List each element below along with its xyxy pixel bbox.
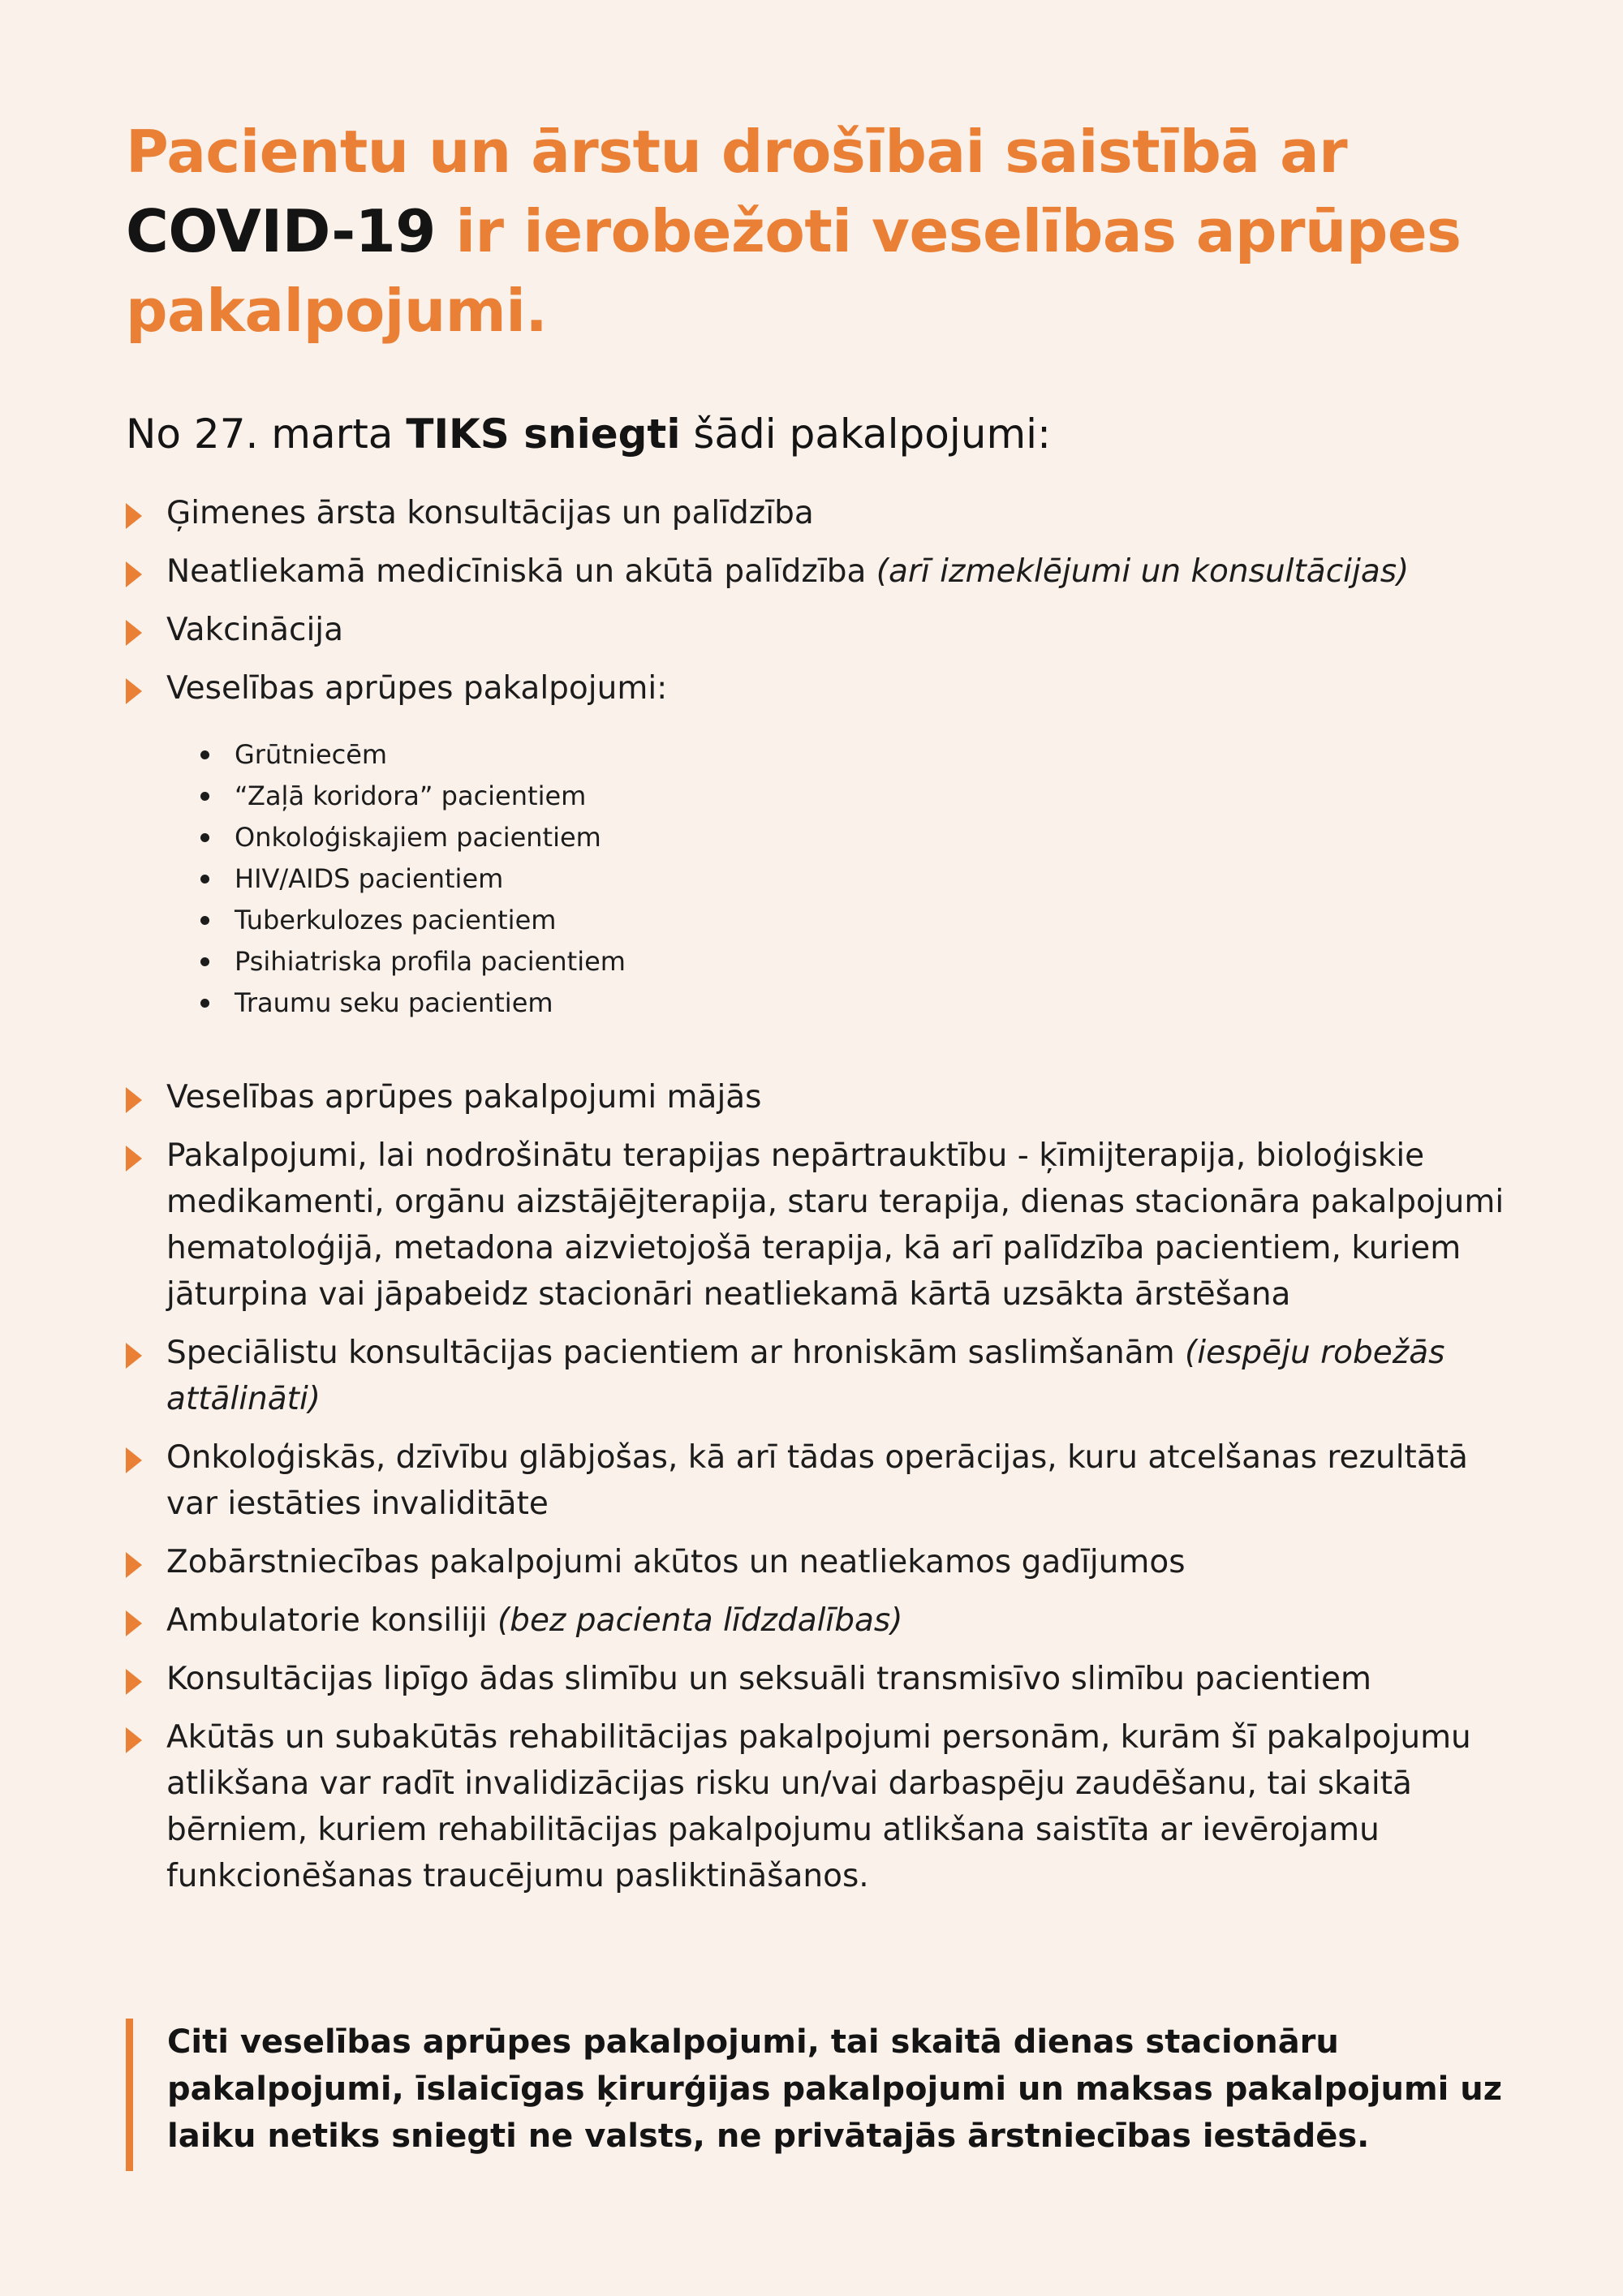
- triangle-right-icon: [126, 503, 142, 529]
- service-text: Onkoloģiskās, dzīvību glābjošas, kā arī tādas operācijas, kuru atcelšanas rezultātā var iestāties invaliditāte: [166, 1439, 1468, 1522]
- triangle-right-icon: [126, 1087, 142, 1113]
- title-part-1: Pacientu un ārstu drošībai saistībā ar: [126, 118, 1348, 186]
- service-text: Speciālistu konsultācijas pacientiem ar hroniskām saslimšanām: [166, 1335, 1186, 1371]
- sub-list-item: Traumu seku pacientiem: [200, 982, 1522, 1024]
- list-item: [126, 1133, 1522, 1318]
- service-text: Vakcinācija: [166, 612, 344, 648]
- patient-groups-list: [166, 734, 1522, 1024]
- sub-list-item: Grūtniecēm: [200, 734, 1522, 776]
- services-list: [126, 490, 1522, 1899]
- service-text: Neatliekamā medicīniskā un akūtā palīdzība: [166, 553, 876, 590]
- sub-list-item: Psihiatriska profila pacientiem: [200, 941, 1522, 982]
- list-item: [126, 548, 1522, 595]
- service-text: Konsultācijas lipīgo ādas slimību un seksuāli transmisīvo slimību pacientiem: [166, 1661, 1371, 1697]
- service-text: Veselības aprūpes pakalpojumi:: [166, 670, 668, 707]
- triangle-right-icon: [126, 620, 142, 646]
- sub-list-item: Tuberkulozes pacientiem: [200, 900, 1522, 941]
- service-note: (bez pacienta līdzdalības): [497, 1602, 903, 1639]
- list-item: [126, 1074, 1522, 1120]
- list-item: [126, 1330, 1522, 1422]
- triangle-right-icon: [126, 1146, 142, 1172]
- triangle-right-icon: [126, 1447, 142, 1473]
- service-text: Zobārstniecības pakalpojumi akūtos un neatliekamos gadījumos: [166, 1544, 1186, 1580]
- service-text: Pakalpojumi, lai nodrošinātu terapijas nepārtrauktību - ķīmijterapija, bioloģiskie medikamenti, orgānu aizstājējterapija, staru terapija, dienas stacionāra pakalpojumi hematoloģijā, metadona aizvietojošā terapija, kā arī palīdzība pacientiem, kuriem jāturpina vai jāpabeidz stacionāri neatliekamā kārtā uzsākta ārstēšana: [166, 1137, 1505, 1313]
- list-item: [126, 1656, 1522, 1702]
- title-part-2: ir ierobežoti veselības aprūpes pakalpojumi.: [126, 197, 1462, 345]
- sub-list-item: HIV/AIDS pacientiem: [200, 858, 1522, 900]
- triangle-right-icon: [126, 561, 142, 587]
- list-item: [126, 490, 1522, 536]
- list-item: [126, 1434, 1522, 1527]
- heading-bold: TIKS sniegti: [406, 411, 681, 458]
- heading-post: šādi pakalpojumi:: [680, 411, 1051, 458]
- list-item: [126, 665, 1522, 1024]
- service-text: Akūtās un subakūtās rehabilitācijas pakalpojumi personām, kurām šī pakalpojumu atlikšana var radīt invalidizācijas risku un/vai darbaspēju zaudēšanu, tai skaitā bērniem, kuriem rehabilitācijas pakalpojumu atlikšana saistīta ar ievērojamu funkcionēšanas traucējumu pasliktināšanos.: [166, 1719, 1471, 1894]
- sub-list-item: Onkoloģiskajiem pacientiem: [200, 817, 1522, 858]
- list-item: [126, 607, 1522, 653]
- list-item: [126, 1539, 1522, 1585]
- list-item: [126, 1597, 1522, 1644]
- triangle-right-icon: [126, 1343, 142, 1369]
- page-content: [126, 112, 1522, 1911]
- service-note: (arī izmeklējumi un konsultācijas): [876, 553, 1410, 590]
- triangle-right-icon: [126, 1727, 142, 1753]
- triangle-right-icon: [126, 1669, 142, 1695]
- service-text: Ambulatorie konsiliji: [166, 1602, 497, 1639]
- page-title: [126, 112, 1522, 350]
- callout-notice: Citi veselības aprūpes pakalpojumi, tai skaitā dienas stacionāru pakalpojumi, īslaicīgas ķirurģijas pakalpojumi un maksas pakalpojumi uz laiku netiks sniegti ne valsts, ne privātajās ārstniecības iestādēs.: [126, 2019, 1522, 2171]
- service-text: Veselības aprūpes pakalpojumi mājās: [166, 1079, 762, 1116]
- service-note: (iespēju robežās attālināti): [166, 1335, 1445, 1417]
- section-heading: [126, 407, 1522, 461]
- triangle-right-icon: [126, 1610, 142, 1636]
- service-text: Ģimenes ārsta konsultācijas un palīdzība: [166, 495, 814, 531]
- heading-pre: No 27. marta: [126, 411, 407, 458]
- list-item: [126, 1714, 1522, 1899]
- triangle-right-icon: [126, 678, 142, 704]
- triangle-right-icon: [126, 1552, 142, 1578]
- title-highlight: COVID-19: [126, 197, 436, 265]
- sub-list-item: “Zaļā koridora” pacientiem: [200, 776, 1522, 817]
